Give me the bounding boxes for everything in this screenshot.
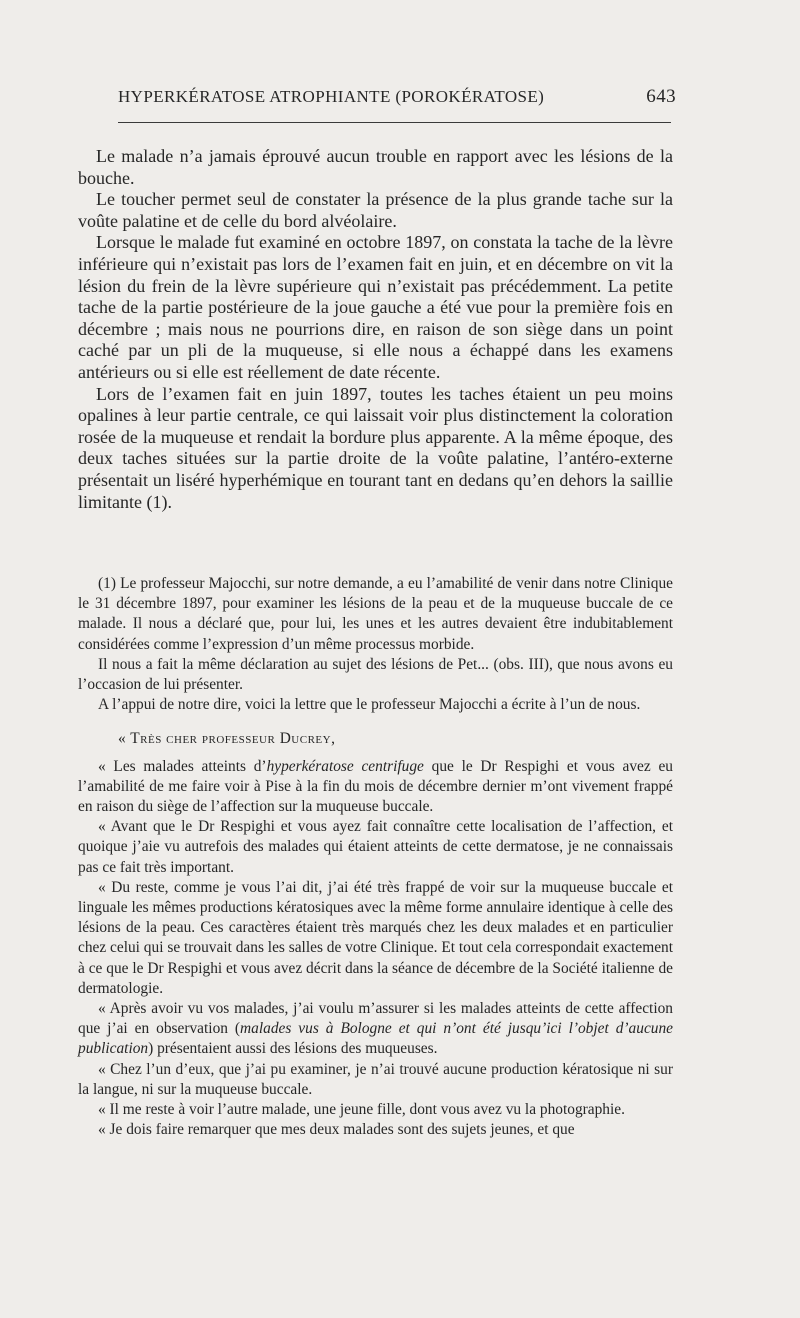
text-run: que le Dr Respighi et vous avez eu l’amabilité de me faire voir à Pise à la fin du mois de décembre dernier m’ont vivement frappé en raison du siège de l’affection sur la muqueuse buccale. — [78, 757, 673, 816]
footnote-paragraph: A l’appui de notre dire, voici la lettre que le professeur Majocchi a écrite à l’un de nous. — [98, 696, 641, 714]
text-run: « Les malades atteints d’ — [98, 757, 267, 775]
letter-paragraph: « Il me reste à voir l’autre malade, une jeune fille, dont vous avez vu la photographie. — [98, 1101, 625, 1119]
page-number: 643 — [646, 86, 676, 107]
paragraph: Le malade n’a jamais éprouvé aucun trouble en rapport avec les lésions de la bouche. — [78, 146, 673, 188]
running-title: HYPERKÉRATOSE ATROPHIANTE (POROKÉRATOSE) — [118, 87, 545, 106]
header-rule — [118, 122, 671, 123]
text-run: « Après avoir vu vos malades, j’ai voulu m’assurer si les malades atteints de cette affection que j’ai en observation ( — [78, 1000, 673, 1038]
main-text — [78, 146, 673, 513]
letter-paragraph — [78, 999, 673, 1060]
footnote-block — [78, 574, 673, 1140]
italic-text-run: malades vus à Bologne et qui n’ont été jusqu’ici l’objet d’aucune publication — [78, 1020, 673, 1058]
italic-text-run: hyperkératose centrifuge — [266, 757, 424, 775]
running-header — [118, 86, 676, 108]
letter-paragraph — [78, 757, 673, 818]
footnote-paragraph: Il nous a fait la même déclaration au sujet des lésions de Pet... (obs. III), que nous avons eu l’occasion de lui présenter. — [78, 655, 673, 694]
paragraph: Le toucher permet seul de constater la présence de la plus grande tache sur la voûte palatine et de celle du bord alvéolaire. — [78, 189, 673, 231]
letter-paragraph: « Avant que le Dr Respighi et vous ayez fait connaître cette localisation de l’affection, et quoique j’aie vu autrefois des malades qui étaient atteints de cette dermatose, je ne connaissais pas ce fait très important. — [78, 818, 673, 876]
letter-paragraph: « Je dois faire remarquer que mes deux malades sont des sujets jeunes, et que — [98, 1121, 575, 1139]
letter-paragraph: « Chez l’un d’eux, que j’ai pu examiner, je n’ai trouvé aucune production kératosique ni sur la langue, ni sur la muqueuse buccale. — [78, 1060, 673, 1098]
footnote-paragraph: (1) Le professeur Majocchi, sur notre demande, a eu l’amabilité de venir dans notre Clinique le 31 décembre 1897, pour examiner les lésions de la peau et de la muqueuse buccale de ce malade. Il nous a déclaré que, pour lui, les unes et les autres devaient être indubitablement considérées comme l’expression d’un même processus morbide. — [78, 575, 673, 653]
paragraph: Lors de l’examen fait en juin 1897, toutes les taches étaient un peu moins opalines à leur partie centrale, ce qui laissait voir plus distinctement la coloration rosée de la muqueuse et rendait la bordure plus apparente. A la même époque, des deux taches situées sur la partie droite de la voûte palatine, l’antéro-externe présentait un liséré hyperhémique en tourant tant en dedans qu’en dehors la saillie limitante (1). — [78, 383, 673, 512]
paragraph: Lorsque le malade fut examiné en octobre 1897, on constata la tache de la lèvre inférieure qui n’existait pas lors de l’examen fait en juin, et en décembre on vit la lésion du frein de la lèvre supérieure qui n’existait pas précédemment. La petite tache de la partie postérieure de la joue gauche a été vue pour la première fois en décembre ; mais nous ne pourrions dire, en raison de son siège dans un point caché par un pli de la muqueuse, si elle nous a échappé dans les examens antérieurs ou si elle est réellement de date récente. — [78, 232, 673, 382]
text-run: ) présentaient aussi des lésions des muqueuses. — [148, 1040, 438, 1058]
letter-paragraph: « Du reste, comme je vous l’ai dit, j’ai été très frappé de voir sur la muqueuse buccale et linguale les mêmes productions kératosiques avec la même forme annulaire identique à celle des lésions de la peau. Ces caractères étaient très marqués chez les deux malades et en particulier chez celui qui se trouvait dans les salles de votre Clinique. Et tout cela correspondait exactement à ce que le Dr Respighi et vous avez décrit dans la séance de décembre de la Société italienne de dermatologie. — [78, 878, 673, 997]
letter-salutation: « Très cher professeur Ducrey, — [118, 730, 336, 748]
